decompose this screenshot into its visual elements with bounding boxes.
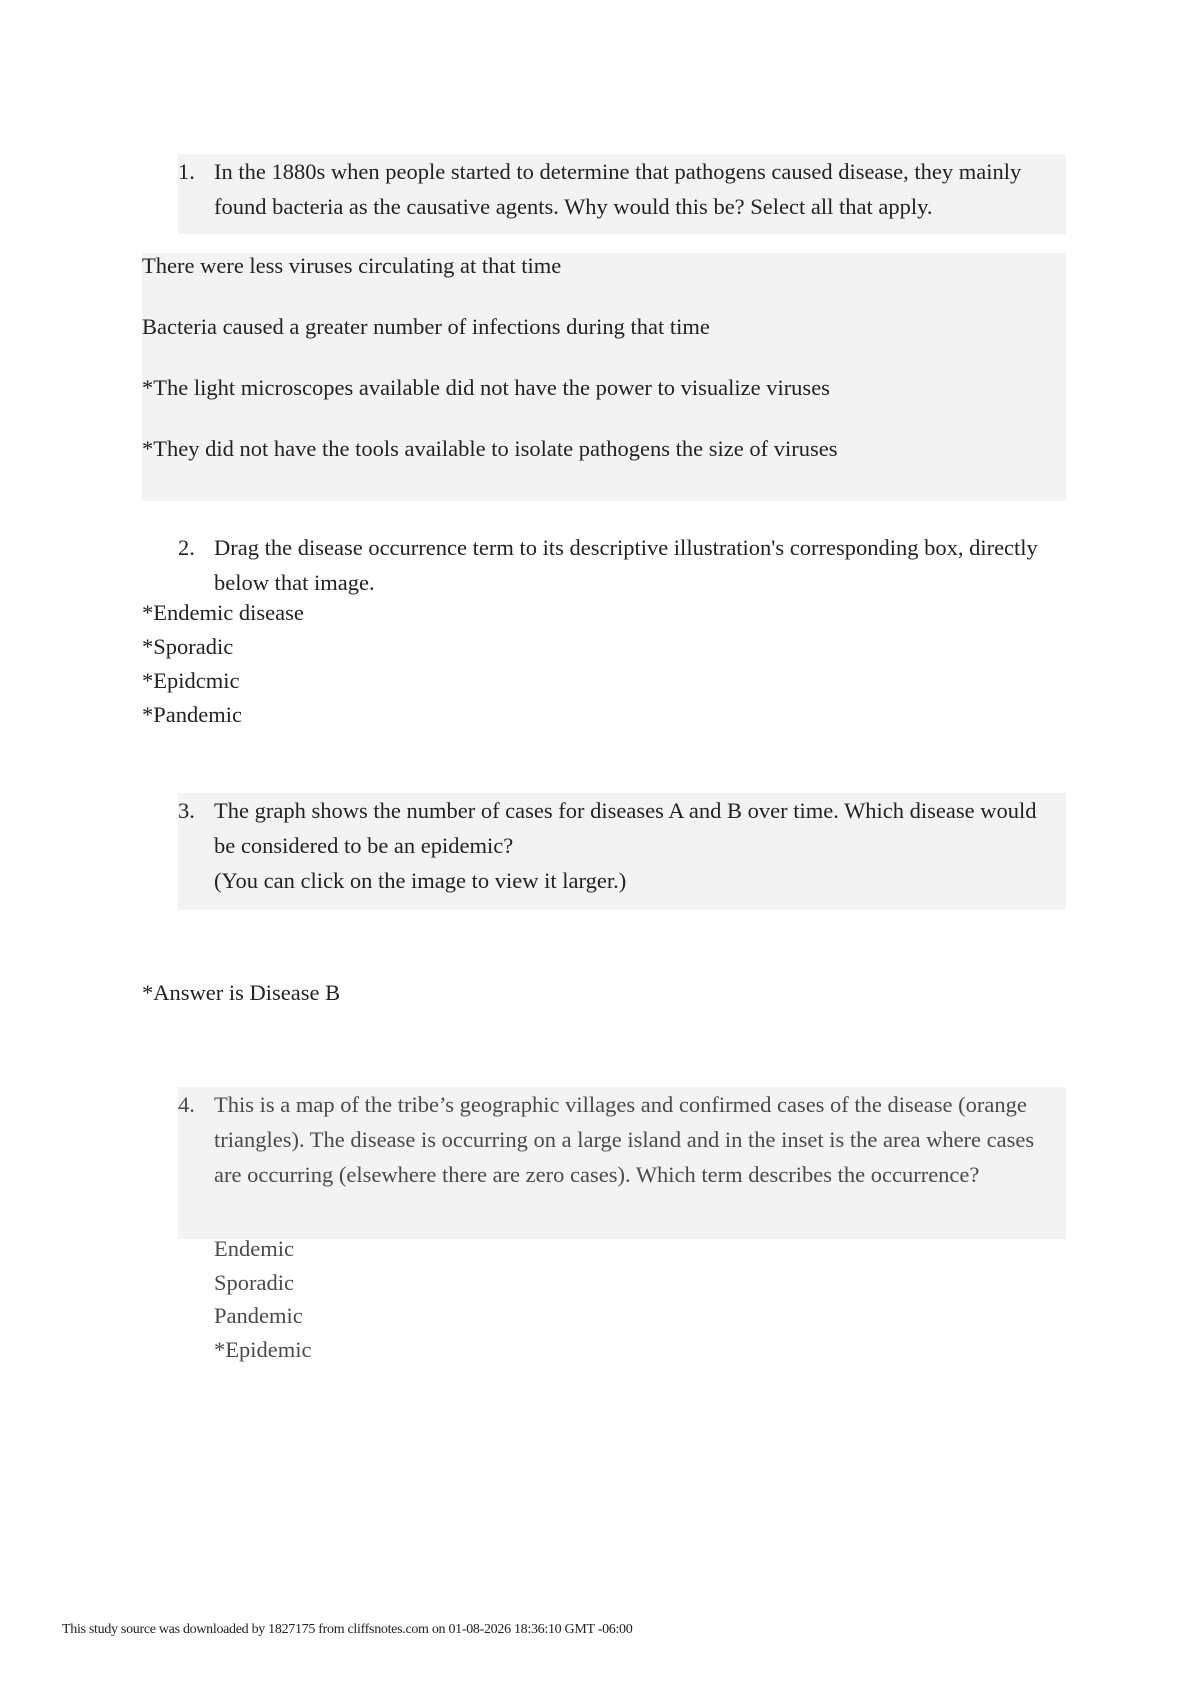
question-1 xyxy=(178,154,1066,234)
source-footer: This study source was downloaded by 1827175 from cliffsnotes.com on 01-08-2026 18:36:10 GMT -06:00 xyxy=(62,1622,633,1637)
question-2 xyxy=(178,530,1066,602)
question-text: In the 1880s when people started to determine that pathogens caused disease, they mainly found bacteria as the causative agents. Why would this be? Select all that apply. xyxy=(214,159,1022,219)
question-3 xyxy=(178,793,1066,910)
option-4: *They did not have the tools available to isolate pathogens the size of viruses xyxy=(142,436,838,461)
option-3: *Epidcmic xyxy=(142,668,240,693)
question-text: The graph shows the number of cases for diseases A and B over time. Which disease would be considered to be an epidemic? xyxy=(214,798,1037,858)
option-3: *The light microscopes available did not have the power to visualize viruses xyxy=(142,375,830,400)
question-number: 2. xyxy=(178,535,195,560)
option-4: *Pandemic xyxy=(142,702,242,727)
option-2: *Sporadic xyxy=(142,634,234,659)
answer-text: *Answer is Disease B xyxy=(142,980,341,1005)
option-1: Endemic xyxy=(214,1236,294,1261)
question-1-options xyxy=(142,253,1066,501)
question-number: 1. xyxy=(178,159,195,184)
option-2: Bacteria caused a greater number of infections during that time xyxy=(142,314,710,339)
question-number: 4. xyxy=(178,1092,195,1117)
question-4 xyxy=(178,1087,1066,1239)
question-number: 3. xyxy=(178,798,195,823)
question-text: Drag the disease occurrence term to its descriptive illustration's corresponding box, directly below that image. xyxy=(214,535,1038,595)
option-4: *Epidemic xyxy=(214,1337,312,1362)
question-note: (You can click on the image to view it larger.) xyxy=(214,868,627,893)
question-text: This is a map of the tribe’s geographic villages and confirmed cases of the disease (orange triangles). The disease is occurring on a large island and in the inset is the area where cases are occurring (elsewhere there are zero cases). Which term describes the occurrence? xyxy=(214,1092,1035,1187)
option-3: Pandemic xyxy=(214,1303,303,1328)
option-1: There were less viruses circulating at that time xyxy=(142,253,562,278)
option-1: *Endemic disease xyxy=(142,600,304,625)
option-2: Sporadic xyxy=(214,1270,294,1295)
